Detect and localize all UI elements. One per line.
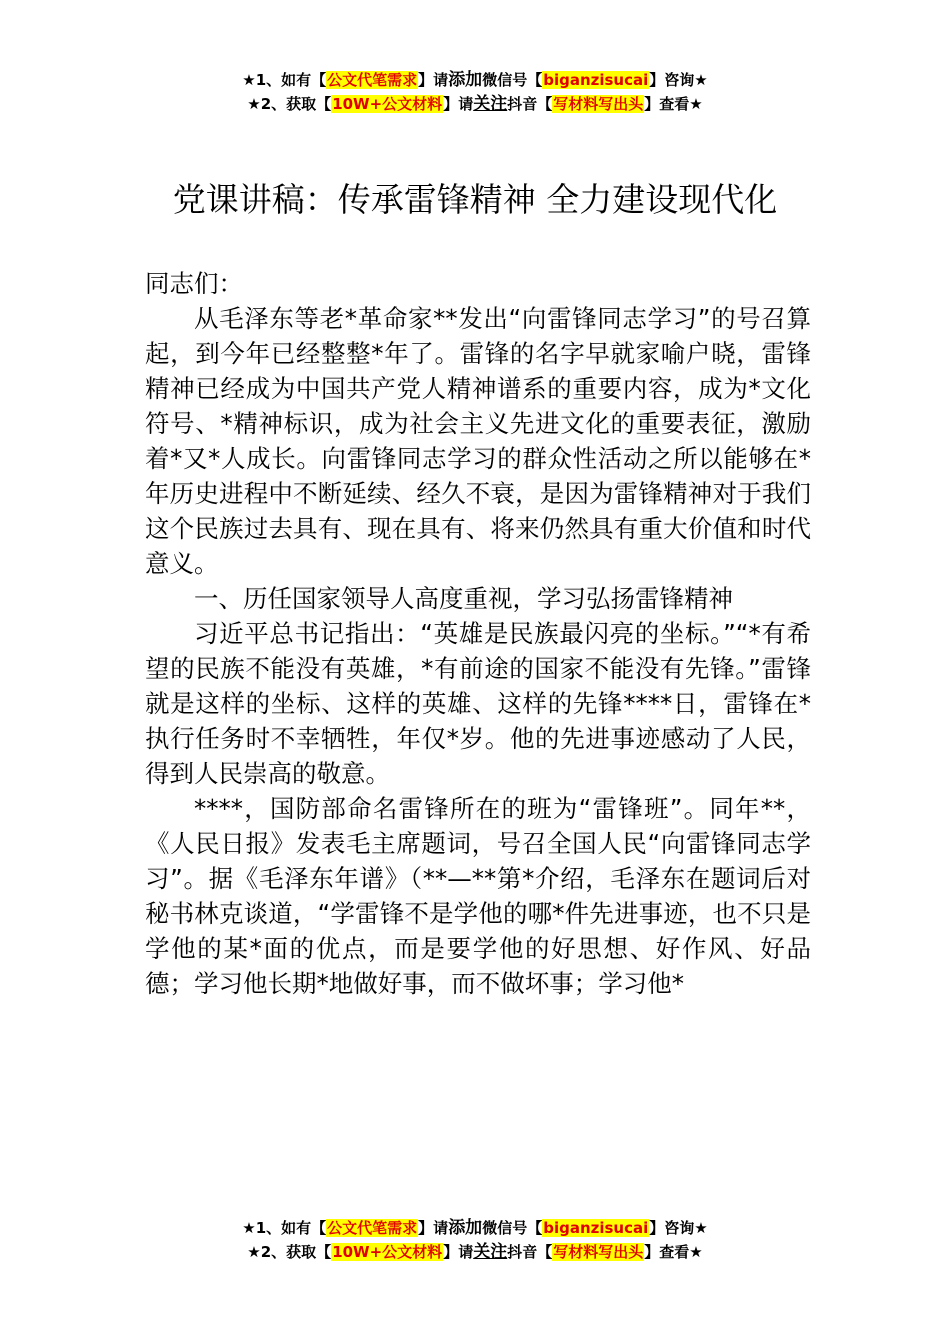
banner-text: ★1、如有【 (242, 71, 327, 89)
banner-text: 】请 (443, 1243, 474, 1261)
banner-text: 】查看★ (644, 95, 703, 113)
document-body (145, 266, 811, 1001)
banner-line-2 (0, 1240, 950, 1264)
header-banner (0, 68, 950, 116)
banner-line-1 (0, 1216, 950, 1240)
banner-text: 抖音【 (507, 95, 553, 113)
banner-text: ★1、如有【 (242, 1219, 327, 1237)
banner-text: 】咨询★ (649, 71, 708, 89)
banner-highlight-service: 公文代笔需求 (327, 71, 418, 89)
banner-text: 】请 (418, 71, 449, 89)
section-heading: 一、历任国家领导人高度重视，学习弘扬雷锋精神 (194, 584, 733, 613)
banner-line-1 (0, 68, 950, 92)
banner-text: 】请 (443, 95, 474, 113)
banner-text: ★2、获取【 (247, 1243, 332, 1261)
banner-text: 】请 (418, 1219, 449, 1237)
document-title: 党课讲稿：传承雷锋精神 全力建设现代化 (172, 180, 778, 219)
banner-text: 】咨询★ (649, 1219, 708, 1237)
banner-text: 微信号【 (482, 1219, 543, 1237)
banner-line-2 (0, 92, 950, 116)
banner-highlight-service: 公文代笔需求 (327, 1219, 418, 1237)
banner-text: ★2、获取【 (247, 95, 332, 113)
paragraph-history: ****，国防部命名雷锋所在的班为“雷锋班”。同年**，《人民日报》发表毛主席题词，号召全国人民“向雷锋同志学习”。据《毛泽东年谱》（**—**第*介绍，毛泽东在题词后对秘书林克谈道，“学雷锋不是学他的哪*件先进事迹，也不只是学他的某*面的优点，而是要学他的好思想、好作风、好品德；学习他长期*地做好事，而不做坏事；学习他* (145, 794, 811, 998)
banner-highlight-wechat-id: biganzisucai (543, 71, 649, 89)
paragraph-quote: 习近平总书记指出：“英雄是民族最闪亮的坐标。”“*有希望的民族不能没有英雄，*有前途的国家不能没有先锋。”雷锋就是这样的坐标、这样的英雄、这样的先锋****日，雷锋在*执行任务时不幸牺牲，年仅*岁。他的先进事迹感动了人民，得到人民崇高的敬意。 (145, 619, 811, 788)
banner-emphasis: 添加 (448, 1218, 483, 1238)
banner-text: 微信号【 (482, 71, 543, 89)
footer-banner (0, 1216, 950, 1264)
banner-emphasis: 添加 (448, 70, 483, 90)
banner-highlight-douyin: 写材料写出头 (553, 1243, 644, 1261)
banner-emphasis: 关注 (473, 1242, 508, 1262)
salutation: 同志们： (145, 269, 243, 298)
paragraph-intro: 从毛泽东等老*革命家**发出“向雷锋同志学习”的号召算起，到今年已经整整*年了。雷锋的名字早就家喻户晓，雷锋精神已经成为中国共产党人精神谱系的重要内容，成为*文化符号、*精神标识，成为社会主义先进文化的重要表征，激励着*又*人成长。向雷锋同志学习的群众性活动之所以能够在*年历史进程中不断延续、经久不衰，是因为雷锋精神对于我们这个民族过去具有、现在具有、将来仍然具有重大价值和时代意义。 (145, 304, 811, 578)
banner-highlight-douyin: 写材料写出头 (553, 95, 644, 113)
banner-highlight-materials: 10W+公文材料 (332, 95, 443, 113)
banner-text: 】查看★ (644, 1243, 703, 1261)
banner-highlight-materials: 10W+公文材料 (332, 1243, 443, 1261)
banner-text: 抖音【 (507, 1243, 553, 1261)
banner-emphasis: 关注 (473, 94, 508, 114)
banner-highlight-wechat-id: biganzisucai (543, 1219, 649, 1237)
